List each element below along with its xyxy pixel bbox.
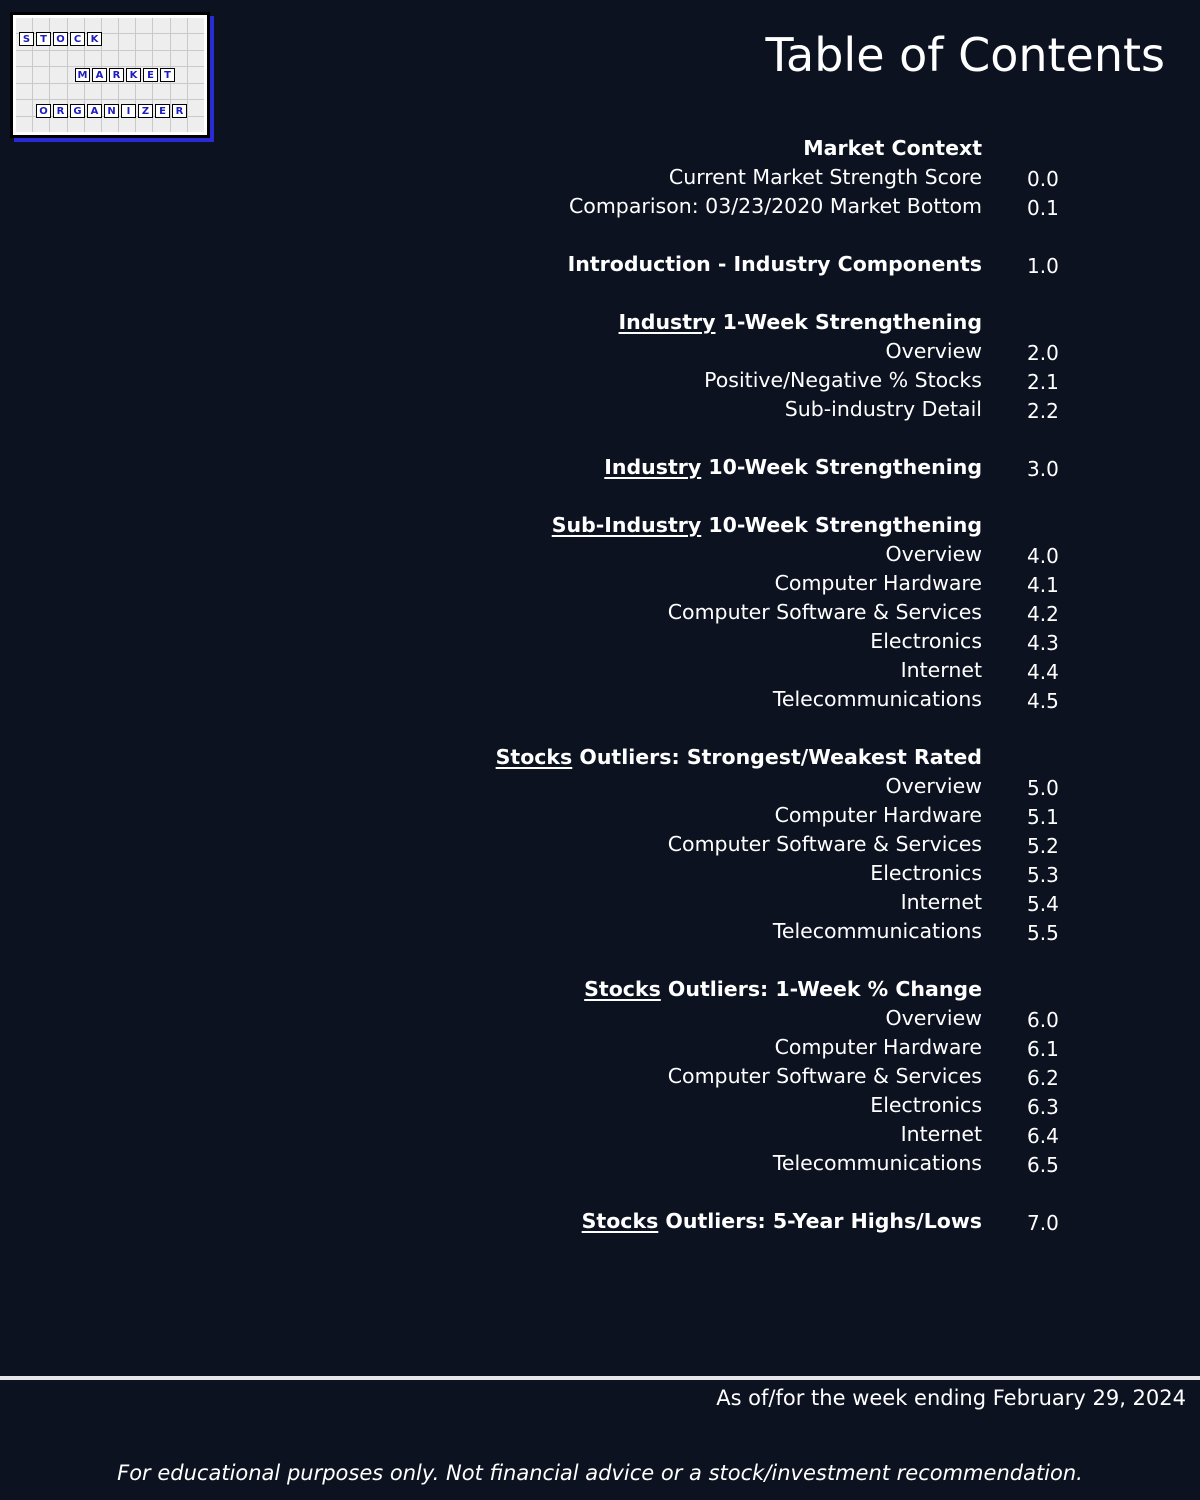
section-heading-underlined: Industry [618, 310, 716, 334]
logo-grid-cell [102, 34, 118, 49]
logo-letter: M [75, 68, 90, 82]
logo-grid-cell [16, 84, 32, 99]
logo-grid-cell [68, 84, 84, 99]
toc-entry-label: Computer Hardware [774, 1035, 982, 1059]
toc-entry-number: 6.0 [1027, 1008, 1059, 1032]
toc-entry-number: 6.2 [1027, 1066, 1059, 1090]
logo-grid-cell [16, 51, 32, 66]
section-heading-label [496, 745, 982, 769]
section-spacer [0, 714, 1200, 743]
section-spacer [0, 482, 1200, 511]
toc-section-heading[interactable] [0, 308, 1200, 337]
toc-entry[interactable] [0, 192, 1200, 221]
toc-entry[interactable] [0, 337, 1200, 366]
toc-entry[interactable] [0, 395, 1200, 424]
section-spacer [0, 221, 1200, 250]
logo-word-organizer [36, 104, 189, 118]
toc-entry-label: Telecommunications [772, 687, 982, 711]
logo-grid-cell [136, 84, 152, 99]
logo-grid-cell [16, 100, 32, 115]
toc-entry-label: Telecommunications [772, 1151, 982, 1175]
toc-section-heading[interactable] [0, 250, 1200, 279]
section-heading-text: 1-Week Strengthening [715, 310, 982, 334]
toc-entry[interactable] [0, 685, 1200, 714]
toc-section-heading[interactable] [0, 975, 1200, 1004]
section-heading-label [619, 310, 982, 334]
toc-entry-label: Positive/Negative % Stocks [704, 368, 982, 392]
logo-letter: O [53, 32, 68, 46]
toc-entry-label: Electronics [870, 629, 982, 653]
logo-word-market [75, 68, 177, 82]
toc-entry-number: 0.1 [1027, 196, 1059, 220]
logo-letter: G [70, 104, 85, 118]
logo-grid-cell [153, 84, 169, 99]
toc-section-heading[interactable] [0, 743, 1200, 772]
toc-entry-number: 0.0 [1027, 167, 1059, 191]
toc-entry-number: 6.1 [1027, 1037, 1059, 1061]
toc-entry-number: 5.0 [1027, 776, 1059, 800]
logo-grid-cell [188, 34, 204, 49]
toc-entry-label: Comparison: 03/23/2020 Market Bottom [568, 194, 982, 218]
section-heading-label [582, 1209, 982, 1233]
logo-grid-cell [68, 51, 84, 66]
toc-entry[interactable] [0, 801, 1200, 830]
logo-letter: E [155, 104, 170, 118]
section-heading-label [584, 977, 982, 1001]
logo-letter: S [19, 32, 34, 46]
section-number: 7.0 [1027, 1211, 1059, 1235]
logo-grid-cell [119, 84, 135, 99]
toc-entry[interactable] [0, 540, 1200, 569]
toc-entry-number: 4.2 [1027, 602, 1059, 626]
toc-entry[interactable] [0, 366, 1200, 395]
toc-entry[interactable] [0, 1033, 1200, 1062]
logo-grid-cell [171, 117, 187, 132]
footer-divider [0, 1376, 1200, 1380]
logo-grid-cell [119, 18, 135, 33]
section-heading-text: Introduction - Industry Components [567, 252, 982, 276]
stock-market-organizer-logo [10, 12, 210, 138]
logo-grid-cell [33, 51, 49, 66]
toc-entry[interactable] [0, 656, 1200, 685]
section-heading-label [568, 252, 982, 276]
toc-entry[interactable] [0, 888, 1200, 917]
logo-grid-cell [102, 84, 118, 99]
logo-letter: R [53, 104, 68, 118]
toc-entry-label: Computer Software & Services [667, 1064, 982, 1088]
section-spacer [0, 1178, 1200, 1207]
toc-section-heading[interactable] [0, 1207, 1200, 1236]
toc-entry-label: Computer Hardware [774, 571, 982, 595]
toc-entry-number: 4.4 [1027, 660, 1059, 684]
logo-letter: C [70, 32, 85, 46]
logo-grid-cell [50, 84, 66, 99]
page-title: Table of Contents [765, 28, 1165, 82]
toc-entry[interactable] [0, 569, 1200, 598]
toc-entry[interactable] [0, 1091, 1200, 1120]
logo-letter: K [87, 32, 102, 46]
logo-grid-cell [102, 18, 118, 33]
toc-entry-label: Electronics [870, 861, 982, 885]
logo-letter: R [109, 68, 124, 82]
toc-entry-number: 2.1 [1027, 370, 1059, 394]
logo-grid-cell [50, 67, 66, 82]
toc-entry-label: Overview [885, 774, 982, 798]
logo-grid-cell [68, 117, 84, 132]
logo-grid-cell [153, 34, 169, 49]
logo-letter: R [172, 104, 187, 118]
toc-entry-label: Telecommunications [772, 919, 982, 943]
toc-entry-number: 6.5 [1027, 1153, 1059, 1177]
toc-entry-label: Electronics [870, 1093, 982, 1117]
toc-entry-label: Computer Software & Services [667, 600, 982, 624]
logo-grid-cell [102, 51, 118, 66]
section-spacer [0, 279, 1200, 308]
logo-grid-cell [153, 51, 169, 66]
section-heading-underlined: Stocks [495, 745, 573, 769]
logo-grid-cell [153, 18, 169, 33]
toc-entry-label: Internet [900, 890, 982, 914]
toc-section-heading[interactable] [0, 511, 1200, 540]
toc-entry-number: 5.1 [1027, 805, 1059, 829]
toc-entry-number: 4.3 [1027, 631, 1059, 655]
logo-grid-cell [33, 117, 49, 132]
section-heading-label [552, 513, 982, 537]
section-spacer [0, 424, 1200, 453]
toc-entry[interactable] [0, 627, 1200, 656]
logo-grid-cell [119, 117, 135, 132]
logo-grid-cell [136, 117, 152, 132]
logo-letter: O [36, 104, 51, 118]
logo-grid-cell [188, 18, 204, 33]
section-heading-underlined: Industry [604, 455, 702, 479]
toc-entry[interactable] [0, 1149, 1200, 1178]
toc-entry-label: Internet [900, 658, 982, 682]
logo-letter: T [36, 32, 51, 46]
logo-grid-cell [119, 51, 135, 66]
toc-entry[interactable] [0, 917, 1200, 946]
toc-entry-label: Internet [900, 1122, 982, 1146]
toc-entry-number: 2.2 [1027, 399, 1059, 423]
section-heading-label [604, 455, 982, 479]
logo-letter: E [143, 68, 158, 82]
logo-grid-cell [102, 117, 118, 132]
logo-letter: Z [138, 104, 153, 118]
logo-grid-cell [188, 51, 204, 66]
logo-letter: I [121, 104, 136, 118]
section-heading-text: Outliers: Strongest/Weakest Rated [572, 745, 982, 769]
toc-entry-label: Overview [885, 339, 982, 363]
disclaimer: For educational purposes only. Not financial advice or a stock/investment recommendation. [117, 1461, 1083, 1485]
logo-grid-cell [50, 117, 66, 132]
logo-grid-cell [136, 51, 152, 66]
logo-grid-cell [136, 18, 152, 33]
section-heading-text: Market Context [803, 136, 982, 160]
logo-grid-cell [16, 67, 32, 82]
toc-entry[interactable] [0, 163, 1200, 192]
toc-entry-label: Current Market Strength Score [668, 165, 982, 189]
logo-grid-cell [188, 117, 204, 132]
toc-entry-number: 5.2 [1027, 834, 1059, 858]
logo-grid-cell [188, 84, 204, 99]
toc-entry-number: 4.5 [1027, 689, 1059, 713]
toc-entry[interactable] [0, 830, 1200, 859]
section-heading-text: Outliers: 1-Week % Change [660, 977, 982, 1001]
table-of-contents [0, 134, 1200, 1236]
logo-letter: T [160, 68, 175, 82]
section-spacer [0, 946, 1200, 975]
logo-word-stock [19, 32, 104, 46]
toc-entry-number: 5.3 [1027, 863, 1059, 887]
toc-entry[interactable] [0, 859, 1200, 888]
section-heading-underlined: Stocks [581, 1209, 659, 1233]
as-of-date: As of/for the week ending February 29, 2024 [716, 1386, 1186, 1410]
toc-entry-label: Computer Software & Services [667, 832, 982, 856]
toc-entry-label: Sub-industry Detail [784, 397, 982, 421]
logo-grid-cell [136, 34, 152, 49]
toc-entry[interactable] [0, 1062, 1200, 1091]
logo-grid-cell [171, 84, 187, 99]
logo-grid-cell [188, 100, 204, 115]
toc-entry[interactable] [0, 1004, 1200, 1033]
toc-entry-number: 5.5 [1027, 921, 1059, 945]
logo-letter: A [87, 104, 102, 118]
logo-grid-cell [171, 18, 187, 33]
toc-entry-label: Computer Hardware [774, 803, 982, 827]
section-heading-underlined: Stocks [584, 977, 661, 1001]
section-heading-label [803, 136, 982, 160]
logo-letter: N [104, 104, 119, 118]
logo-grid-cell [85, 51, 101, 66]
toc-entry-number: 6.4 [1027, 1124, 1059, 1148]
logo-grid-cell [85, 84, 101, 99]
toc-section-heading[interactable] [0, 453, 1200, 482]
logo-grid-cell [188, 67, 204, 82]
logo-grid-cell [171, 34, 187, 49]
section-heading-text: Outliers: 5-Year Highs/Lows [658, 1209, 982, 1233]
toc-entry-number: 4.0 [1027, 544, 1059, 568]
toc-entry[interactable] [0, 772, 1200, 801]
logo-letter: K [126, 68, 141, 82]
logo-grid-cell [119, 34, 135, 49]
toc-entry[interactable] [0, 1120, 1200, 1149]
section-heading-underlined: Sub-Industry [551, 513, 702, 537]
section-number: 3.0 [1027, 457, 1059, 481]
toc-section-heading[interactable] [0, 134, 1200, 163]
logo-grid-cell [85, 117, 101, 132]
logo-grid-cell [171, 51, 187, 66]
toc-entry-label: Overview [885, 1006, 982, 1030]
logo-grid-cell [33, 84, 49, 99]
section-heading-text: 10-Week Strengthening [701, 455, 982, 479]
logo-grid-cell [16, 117, 32, 132]
section-number: 1.0 [1027, 254, 1059, 278]
toc-entry-number: 2.0 [1027, 341, 1059, 365]
toc-entry[interactable] [0, 598, 1200, 627]
logo-letter: A [92, 68, 107, 82]
section-heading-text: 10-Week Strengthening [701, 513, 982, 537]
logo-grid-cell [50, 51, 66, 66]
toc-entry-number: 5.4 [1027, 892, 1059, 916]
logo-grid-cell [33, 67, 49, 82]
toc-entry-number: 4.1 [1027, 573, 1059, 597]
toc-entry-label: Overview [885, 542, 982, 566]
toc-entry-number: 6.3 [1027, 1095, 1059, 1119]
logo-grid-cell [153, 117, 169, 132]
